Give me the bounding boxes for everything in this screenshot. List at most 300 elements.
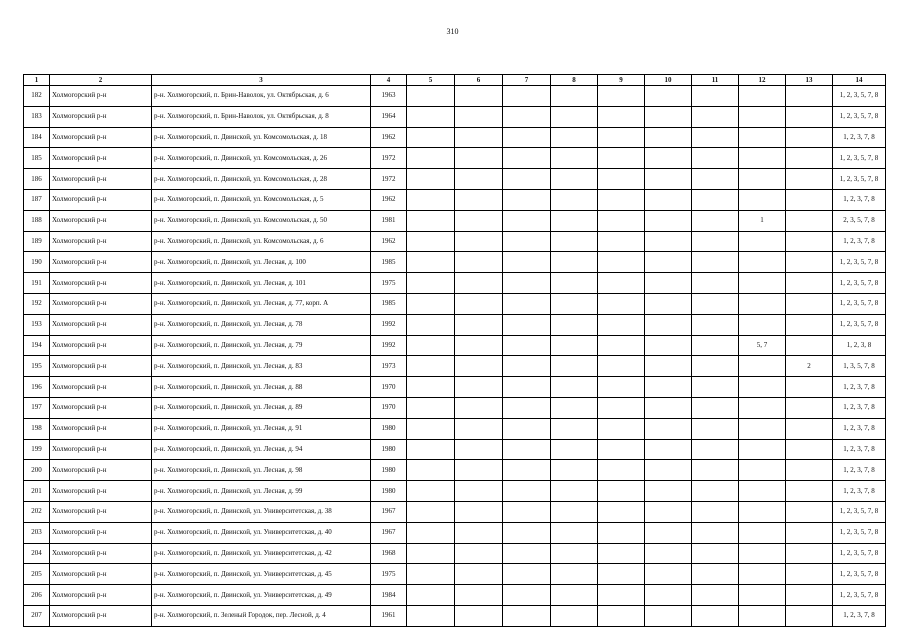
column-6-cell [455,418,503,439]
column-5-cell [407,86,455,107]
district-cell: Холмогорский р-н [50,273,152,294]
column-12-cell [739,377,786,398]
district-cell: Холмогорский р-н [50,543,152,564]
column-12-cell [739,273,786,294]
column-10-cell [645,86,692,107]
column-6-cell [455,148,503,169]
district-cell: Холмогорский р-н [50,252,152,273]
column-6-cell [455,293,503,314]
column-10-cell [645,127,692,148]
column-7-cell [503,127,551,148]
year-cell: 1972 [371,169,407,190]
year-cell: 1967 [371,501,407,522]
criteria-cell: 1, 2, 3, 5, 7, 8 [833,314,886,335]
table-row [24,106,886,127]
column-10-cell [645,335,692,356]
column-13-cell [786,148,833,169]
table-row [24,231,886,252]
column-header-8: 8 [551,75,598,86]
year-cell: 1963 [371,86,407,107]
column-9-cell [598,543,645,564]
column-header-1: 1 [24,75,50,86]
table-row [24,377,886,398]
column-10-cell [645,564,692,585]
district-cell: Холмогорский р-н [50,231,152,252]
column-9-cell [598,273,645,294]
column-11-cell [692,293,739,314]
address-cell: р-н. Холмогорский, п. Двинской, ул. Комсомольская, д. 18 [152,127,371,148]
criteria-cell: 2, 3, 5, 7, 8 [833,210,886,231]
column-13-cell [786,460,833,481]
column-6-cell [455,585,503,606]
column-header-13: 13 [786,75,833,86]
column-7-cell [503,585,551,606]
column-6-cell [455,86,503,107]
column-13-cell [786,314,833,335]
row-number-cell: 201 [24,481,50,502]
column-8-cell [551,314,598,335]
column-10-cell [645,481,692,502]
column-5-cell [407,522,455,543]
column-7-cell [503,564,551,585]
table-row [24,439,886,460]
column-12-cell [739,189,786,210]
column-11-cell [692,522,739,543]
table-row [24,605,886,626]
column-5-cell [407,210,455,231]
column-8-cell [551,169,598,190]
column-6-cell [455,210,503,231]
district-cell: Холмогорский р-н [50,585,152,606]
year-cell: 1980 [371,481,407,502]
column-13-cell: 2 [786,356,833,377]
column-6-cell [455,543,503,564]
column-13-cell [786,127,833,148]
column-12-cell [739,397,786,418]
column-9-cell [598,418,645,439]
district-cell: Холмогорский р-н [50,501,152,522]
column-13-cell [786,564,833,585]
table-row [24,564,886,585]
column-7-cell [503,314,551,335]
column-8-cell [551,564,598,585]
row-number-cell: 182 [24,86,50,107]
column-8-cell [551,543,598,564]
column-6-cell [455,231,503,252]
table-row [24,585,886,606]
column-7-cell [503,335,551,356]
row-number-cell: 184 [24,127,50,148]
column-12-cell [739,86,786,107]
column-11-cell [692,564,739,585]
row-number-cell: 186 [24,169,50,190]
column-12-cell [739,501,786,522]
row-number-cell: 194 [24,335,50,356]
column-13-cell [786,335,833,356]
column-6-cell [455,273,503,294]
year-cell: 1964 [371,106,407,127]
column-5-cell [407,148,455,169]
district-cell: Холмогорский р-н [50,356,152,377]
address-cell: р-н. Холмогорский, п. Двинской, ул. Университетская, д. 40 [152,522,371,543]
table-row [24,356,886,377]
year-cell: 1970 [371,397,407,418]
column-10-cell [645,252,692,273]
criteria-cell: 1, 2, 3, 7, 8 [833,231,886,252]
column-11-cell [692,501,739,522]
column-header-6: 6 [455,75,503,86]
address-cell: р-н. Холмогорский, п. Двинской, ул. Лесная, д. 88 [152,377,371,398]
column-10-cell [645,418,692,439]
column-11-cell [692,106,739,127]
column-5-cell [407,501,455,522]
district-cell: Холмогорский р-н [50,210,152,231]
column-8-cell [551,293,598,314]
criteria-cell: 1, 2, 3, 7, 8 [833,189,886,210]
column-13-cell [786,273,833,294]
district-cell: Холмогорский р-н [50,106,152,127]
column-10-cell [645,106,692,127]
column-8-cell [551,231,598,252]
column-11-cell [692,439,739,460]
column-6-cell [455,501,503,522]
column-13-cell [786,585,833,606]
column-11-cell [692,252,739,273]
address-cell: р-н. Холмогорский, п. Двинской, ул. Комсомольская, д. 5 [152,189,371,210]
column-header-12: 12 [739,75,786,86]
year-cell: 1980 [371,439,407,460]
row-number-cell: 199 [24,439,50,460]
district-cell: Холмогорский р-н [50,460,152,481]
row-number-cell: 193 [24,314,50,335]
column-8-cell [551,605,598,626]
column-7-cell [503,169,551,190]
year-cell: 1962 [371,189,407,210]
column-10-cell [645,501,692,522]
address-cell: р-н. Холмогорский, п. Двинской, ул. Лесная, д. 91 [152,418,371,439]
column-10-cell [645,377,692,398]
address-cell: р-н. Холмогорский, п. Двинской, ул. Комсомольская, д. 26 [152,148,371,169]
column-6-cell [455,252,503,273]
column-6-cell [455,481,503,502]
column-6-cell [455,335,503,356]
column-8-cell [551,273,598,294]
column-header-5: 5 [407,75,455,86]
column-header-4: 4 [371,75,407,86]
column-5-cell [407,293,455,314]
column-12-cell [739,481,786,502]
column-12-cell [739,585,786,606]
column-6-cell [455,106,503,127]
table-row [24,293,886,314]
criteria-cell: 1, 2, 3, 5, 7, 8 [833,148,886,169]
column-9-cell [598,148,645,169]
column-5-cell [407,397,455,418]
table-row [24,148,886,169]
criteria-cell: 1, 2, 3, 7, 8 [833,460,886,481]
row-number-cell: 190 [24,252,50,273]
address-cell: р-н. Холмогорский, п. Двинской, ул. Лесная, д. 79 [152,335,371,356]
column-13-cell [786,481,833,502]
year-cell: 1968 [371,543,407,564]
column-9-cell [598,169,645,190]
district-cell: Холмогорский р-н [50,439,152,460]
criteria-cell: 1, 2, 3, 5, 7, 8 [833,293,886,314]
row-number-cell: 195 [24,356,50,377]
row-number-cell: 197 [24,397,50,418]
column-11-cell [692,314,739,335]
column-header-9: 9 [598,75,645,86]
district-cell: Холмогорский р-н [50,148,152,169]
column-7-cell [503,231,551,252]
column-7-cell [503,418,551,439]
year-cell: 1985 [371,252,407,273]
criteria-cell: 1, 2, 3, 5, 7, 8 [833,501,886,522]
column-9-cell [598,335,645,356]
column-9-cell [598,501,645,522]
column-9-cell [598,356,645,377]
column-11-cell [692,377,739,398]
address-cell: р-н. Холмогорский, п. Двинской, ул. Комсомольская, д. 28 [152,169,371,190]
column-11-cell [692,189,739,210]
column-11-cell [692,210,739,231]
address-cell: р-н. Холмогорский, п. Двинской, ул. Лесная, д. 100 [152,252,371,273]
column-5-cell [407,314,455,335]
column-7-cell [503,148,551,169]
year-cell: 1992 [371,335,407,356]
district-cell: Холмогорский р-н [50,314,152,335]
column-6-cell [455,397,503,418]
criteria-cell: 1, 2, 3, 7, 8 [833,418,886,439]
column-10-cell [645,314,692,335]
row-number-cell: 191 [24,273,50,294]
column-9-cell [598,564,645,585]
column-10-cell [645,439,692,460]
column-header-3: 3 [152,75,371,86]
year-cell: 1984 [371,585,407,606]
column-9-cell [598,439,645,460]
column-13-cell [786,418,833,439]
column-8-cell [551,439,598,460]
column-5-cell [407,106,455,127]
address-cell: р-н. Холмогорский, п. Двинской, ул. Комсомольская, д. 6 [152,231,371,252]
district-cell: Холмогорский р-н [50,86,152,107]
column-12-cell [739,522,786,543]
district-cell: Холмогорский р-н [50,189,152,210]
column-9-cell [598,86,645,107]
criteria-cell: 1, 2, 3, 5, 7, 8 [833,522,886,543]
table-row [24,273,886,294]
column-6-cell [455,169,503,190]
column-12-cell [739,543,786,564]
column-7-cell [503,189,551,210]
district-cell: Холмогорский р-н [50,564,152,585]
column-12-cell [739,106,786,127]
column-9-cell [598,460,645,481]
row-number-cell: 188 [24,210,50,231]
table-body [24,86,886,627]
district-cell: Холмогорский р-н [50,522,152,543]
column-8-cell [551,418,598,439]
column-12-cell [739,564,786,585]
column-6-cell [455,439,503,460]
district-cell: Холмогорский р-н [50,169,152,190]
column-header-11: 11 [692,75,739,86]
column-6-cell [455,377,503,398]
table-row [24,189,886,210]
table-row [24,481,886,502]
column-5-cell [407,356,455,377]
row-number-cell: 183 [24,106,50,127]
column-6-cell [455,605,503,626]
district-cell: Холмогорский р-н [50,335,152,356]
column-8-cell [551,377,598,398]
year-cell: 1967 [371,522,407,543]
column-10-cell [645,543,692,564]
column-5-cell [407,543,455,564]
column-7-cell [503,481,551,502]
column-12-cell: 1 [739,210,786,231]
address-cell: р-н. Холмогорский, п. Зеленый Городок, пер. Лесной, д. 4 [152,605,371,626]
column-11-cell [692,148,739,169]
column-10-cell [645,169,692,190]
column-header-2: 2 [50,75,152,86]
address-cell: р-н. Холмогорский, п. Двинской, ул. Лесная, д. 78 [152,314,371,335]
year-cell: 1962 [371,231,407,252]
criteria-cell: 1, 2, 3, 7, 8 [833,439,886,460]
column-9-cell [598,314,645,335]
column-5-cell [407,335,455,356]
column-7-cell [503,356,551,377]
column-13-cell [786,501,833,522]
column-10-cell [645,605,692,626]
year-cell: 1975 [371,564,407,585]
column-5-cell [407,585,455,606]
address-cell: р-н. Холмогорский, п. Двинской, ул. Комсомольская, д. 50 [152,210,371,231]
column-12-cell [739,231,786,252]
column-10-cell [645,522,692,543]
column-8-cell [551,252,598,273]
address-cell: р-н. Холмогорский, п. Двинской, ул. Лесная, д. 101 [152,273,371,294]
district-cell: Холмогорский р-н [50,481,152,502]
column-11-cell [692,481,739,502]
column-8-cell [551,86,598,107]
column-10-cell [645,148,692,169]
column-9-cell [598,522,645,543]
housing-register-table [23,74,886,627]
table-row [24,210,886,231]
column-13-cell [786,169,833,190]
column-6-cell [455,314,503,335]
column-8-cell [551,148,598,169]
column-11-cell [692,585,739,606]
column-11-cell [692,605,739,626]
address-cell: р-н. Холмогорский, п. Двинской, ул. Лесная, д. 94 [152,439,371,460]
column-13-cell [786,377,833,398]
column-13-cell [786,231,833,252]
column-7-cell [503,293,551,314]
criteria-cell: 1, 2, 3, 7, 8 [833,397,886,418]
column-12-cell [739,127,786,148]
column-9-cell [598,127,645,148]
column-10-cell [645,585,692,606]
column-8-cell [551,210,598,231]
column-6-cell [455,189,503,210]
column-9-cell [598,377,645,398]
criteria-cell: 1, 2, 3, 5, 7, 8 [833,543,886,564]
column-12-cell [739,460,786,481]
column-9-cell [598,397,645,418]
address-cell: р-н. Холмогорский, п. Двинской, ул. Лесная, д. 77, корп. А [152,293,371,314]
address-cell: р-н. Холмогорский, п. Двинской, ул. Лесная, д. 89 [152,397,371,418]
column-12-cell [739,356,786,377]
column-9-cell [598,231,645,252]
year-cell: 1981 [371,210,407,231]
column-11-cell [692,127,739,148]
column-7-cell [503,106,551,127]
column-13-cell [786,439,833,460]
column-7-cell [503,210,551,231]
row-number-cell: 189 [24,231,50,252]
table-row [24,397,886,418]
column-12-cell [739,252,786,273]
district-cell: Холмогорский р-н [50,293,152,314]
criteria-cell: 1, 3, 5, 7, 8 [833,356,886,377]
column-11-cell [692,397,739,418]
column-7-cell [503,543,551,564]
year-cell: 1962 [371,127,407,148]
address-cell: р-н. Холмогорский, п. Двинской, ул. Университетская, д. 45 [152,564,371,585]
header-row [24,75,886,86]
column-9-cell [598,293,645,314]
column-13-cell [786,210,833,231]
year-cell: 1980 [371,418,407,439]
column-7-cell [503,439,551,460]
column-7-cell [503,252,551,273]
column-11-cell [692,418,739,439]
column-8-cell [551,189,598,210]
column-5-cell [407,273,455,294]
column-5-cell [407,460,455,481]
row-number-cell: 204 [24,543,50,564]
column-10-cell [645,397,692,418]
table-header [24,75,886,86]
district-cell: Холмогорский р-н [50,605,152,626]
column-8-cell [551,106,598,127]
table-row [24,252,886,273]
column-12-cell [739,169,786,190]
column-7-cell [503,397,551,418]
row-number-cell: 202 [24,501,50,522]
column-7-cell [503,605,551,626]
criteria-cell: 1, 2, 3, 7, 8 [833,481,886,502]
column-5-cell [407,418,455,439]
table-row [24,169,886,190]
column-5-cell [407,169,455,190]
column-header-14: 14 [833,75,886,86]
column-9-cell [598,585,645,606]
year-cell: 1980 [371,460,407,481]
column-5-cell [407,252,455,273]
district-cell: Холмогорский р-н [50,397,152,418]
column-13-cell [786,605,833,626]
address-cell: р-н. Холмогорский, п. Двинской, ул. Университетская, д. 49 [152,585,371,606]
column-5-cell [407,564,455,585]
column-12-cell: 5, 7 [739,335,786,356]
column-12-cell [739,418,786,439]
column-5-cell [407,481,455,502]
column-7-cell [503,273,551,294]
